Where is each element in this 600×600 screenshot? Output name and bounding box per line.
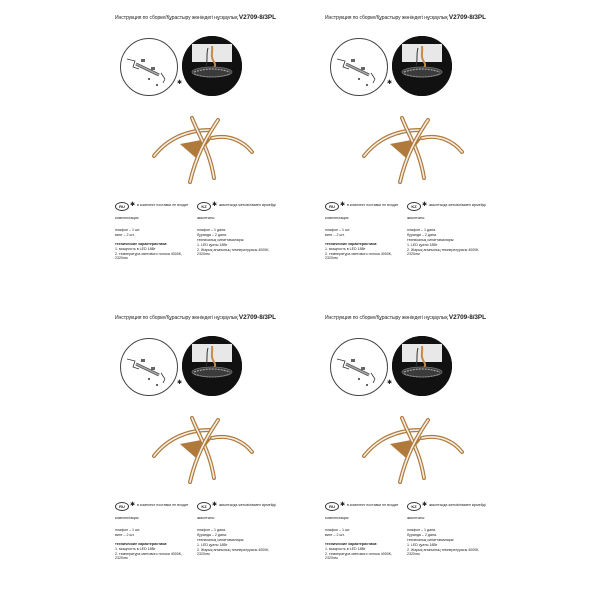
list-item: 2320лм: [115, 556, 128, 561]
ru-tech-list: [325, 247, 392, 261]
instruction-card: [320, 8, 530, 268]
ceiling-lamp-illustration: [140, 408, 260, 488]
ru-tech-title: технические характеристики:: [325, 242, 378, 246]
list-item: 2320лм: [197, 552, 210, 557]
ru-section-label: комплектация:: [115, 216, 140, 220]
ru-tech-title: технические характеристики:: [325, 542, 378, 546]
kz-not-included-text: жиынтыққа жеткізіліммен кірмейді: [219, 503, 276, 507]
list-item: плафон – 1 шт.: [115, 528, 141, 532]
list-item: 1. LED қуаты 18Вт: [197, 543, 228, 547]
list-item: бұранда – 2 дана.: [407, 532, 438, 537]
list-item: 1. LED қуаты 18Вт: [197, 243, 228, 247]
kz-badge: KZ: [197, 502, 211, 511]
kz-kit-list: [407, 528, 437, 537]
list-item: винт – 2 шт.: [325, 532, 345, 537]
list-item: бұранда – 2 дана.: [407, 232, 438, 237]
kz-badge: KZ: [407, 502, 421, 511]
ceiling-lamp-illustration: [140, 108, 260, 188]
instruction-title: [115, 314, 325, 321]
list-item: плафон – 1 дана.: [197, 228, 227, 232]
star-icon: ✱: [387, 380, 393, 386]
kz-tech-list: [407, 543, 479, 557]
kz-not-included-text: жиынтыққа жеткізіліммен кірмейді: [429, 203, 486, 207]
badge-row: [115, 202, 315, 214]
ru-kit-list: [325, 228, 350, 237]
kz-section-label: жиынтығы:: [407, 216, 426, 220]
ru-tech-list: [115, 247, 182, 261]
ru-not-included-text: в комплект поставки не входит: [347, 503, 399, 507]
star-icon: ✱: [422, 502, 428, 508]
list-item: 2. температура светового потока 4000К,: [325, 551, 392, 556]
ceiling-lamp-illustration: [350, 108, 470, 188]
star-icon: ✱: [212, 502, 218, 508]
badge-row: [115, 502, 315, 514]
list-item: плафон – 1 дана.: [197, 528, 227, 532]
list-item: 2320лм: [325, 256, 338, 261]
ru-section-label: комплектация:: [325, 216, 350, 220]
list-item: бұранда – 2 дана.: [197, 532, 228, 537]
ru-badge: RU: [325, 502, 339, 511]
list-item: 2320лм: [407, 252, 420, 257]
installation-photo: [392, 36, 452, 96]
mounting-bracket-icon: [330, 338, 388, 396]
kz-tech-title: техникалық сипаттамалары:: [197, 538, 245, 542]
list-item: 1. мощность в LED 18Вт: [325, 547, 366, 551]
kz-not-included-text: жиынтыққа жеткізіліммен кірмейді: [219, 203, 276, 207]
list-item: 2. температура светового потока 4000К,: [115, 551, 182, 556]
ru-kit-list: [325, 528, 350, 537]
list-item: 2. температура светового потока 4000К,: [325, 251, 392, 256]
mounting-bracket-icon: [120, 338, 178, 396]
instruction-card: [110, 8, 320, 268]
kz-not-included-text: жиынтыққа жеткізіліммен кірмейді: [429, 503, 486, 507]
kz-section-label: жиынтығы:: [197, 516, 216, 520]
kz-section-label: жиынтығы:: [407, 516, 426, 520]
kz-tech-title: техникалық сипаттамалары:: [197, 238, 245, 242]
list-item: 1. LED қуаты 18Вт: [407, 243, 438, 247]
list-item: 2320лм: [325, 556, 338, 561]
model-number: V2709-8/3PL: [238, 14, 276, 21]
star-icon: ✱: [422, 202, 428, 208]
list-item: винт – 2 шт.: [115, 532, 135, 537]
list-item: плафон – 1 дана.: [407, 528, 437, 532]
mounting-bracket-icon: [330, 38, 388, 96]
ru-not-included-text: в комплект поставки не входит: [137, 203, 189, 207]
instruction-title: [325, 14, 535, 21]
star-icon: ✱: [340, 202, 346, 208]
ru-badge: RU: [115, 202, 129, 211]
list-item: 1. мощность в LED 18Вт: [115, 547, 156, 551]
instruction-title: [325, 314, 535, 321]
list-item: 2320лм: [407, 552, 420, 557]
list-item: 2. температура светового потока 4000К,: [115, 251, 182, 256]
ceiling-lamp-illustration: [350, 408, 470, 488]
list-item: 2. Жарық ағынының температурасы 4000К,: [197, 247, 270, 252]
ru-section-label: комплектация:: [115, 516, 140, 520]
kz-tech-list: [197, 543, 269, 557]
list-item: 1. мощность в LED 18Вт: [325, 247, 366, 251]
ru-kit-list: [115, 528, 140, 537]
star-icon: ✱: [387, 80, 393, 86]
kz-badge: KZ: [197, 202, 211, 211]
kz-kit-list: [197, 528, 227, 537]
installation-photo: [392, 336, 452, 396]
list-item: 2320лм: [197, 252, 210, 257]
instruction-card: [320, 308, 530, 568]
badge-row: [325, 502, 525, 514]
kz-tech-title: техникалық сипаттамалары:: [407, 238, 455, 242]
model-number: V2709-8/3PL: [448, 14, 486, 21]
list-item: 2320лм: [115, 256, 128, 261]
kz-tech-list: [407, 243, 479, 257]
title-text: Инструкция по сборке/Құрастыру жөніндегі нұсқаулық: [325, 15, 448, 21]
list-item: винт – 2 шт.: [325, 232, 345, 237]
kz-tech-list: [197, 243, 269, 257]
ru-not-included-text: в комплект поставки не входит: [347, 203, 399, 207]
list-item: 2. Жарық ағынының температурасы 4000К,: [407, 547, 480, 552]
model-number: V2709-8/3PL: [238, 314, 276, 321]
installation-photo: [182, 336, 242, 396]
ru-kit-list: [115, 228, 140, 237]
list-item: бұранда – 2 дана.: [197, 232, 228, 237]
star-icon: ✱: [177, 380, 183, 386]
mounting-bracket-icon: [120, 38, 178, 96]
ru-not-included-text: в комплект поставки не входит: [137, 503, 189, 507]
kz-kit-list: [407, 228, 437, 237]
list-item: 1. мощность в LED 18Вт: [115, 247, 156, 251]
title-text: Инструкция по сборке/Құрастыру жөніндегі нұсқаулық: [115, 15, 238, 21]
kz-badge: KZ: [407, 202, 421, 211]
kz-tech-title: техникалық сипаттамалары:: [407, 538, 455, 542]
list-item: винт – 2 шт.: [115, 232, 135, 237]
title-text: Инструкция по сборке/Құрастыру жөніндегі нұсқаулық: [115, 315, 238, 321]
ru-badge: RU: [325, 202, 339, 211]
star-icon: ✱: [177, 80, 183, 86]
instruction-title: [115, 14, 325, 21]
ru-section-label: комплектация:: [325, 516, 350, 520]
list-item: 1. LED қуаты 18Вт: [407, 543, 438, 547]
title-text: Инструкция по сборке/Құрастыру жөніндегі нұсқаулық: [325, 315, 448, 321]
kz-section-label: жиынтығы:: [197, 216, 216, 220]
model-number: V2709-8/3PL: [448, 314, 486, 321]
star-icon: ✱: [130, 502, 136, 508]
ru-tech-list: [325, 547, 392, 561]
list-item: 2. Жарық ағынының температурасы 4000К,: [197, 547, 270, 552]
star-icon: ✱: [212, 202, 218, 208]
list-item: плафон – 1 шт.: [325, 228, 351, 232]
list-item: плафон – 1 шт.: [115, 228, 141, 232]
list-item: плафон – 1 дана.: [407, 228, 437, 232]
ru-tech-title: технические характеристики:: [115, 242, 168, 246]
installation-photo: [182, 36, 242, 96]
ru-tech-title: технические характеристики:: [115, 542, 168, 546]
star-icon: ✱: [340, 502, 346, 508]
badge-row: [325, 202, 525, 214]
kz-kit-list: [197, 228, 227, 237]
star-icon: ✱: [130, 202, 136, 208]
instruction-card: [110, 308, 320, 568]
ru-tech-list: [115, 547, 182, 561]
list-item: 2. Жарық ағынының температурасы 4000К,: [407, 247, 480, 252]
list-item: плафон – 1 шт.: [325, 528, 351, 532]
ru-badge: RU: [115, 502, 129, 511]
